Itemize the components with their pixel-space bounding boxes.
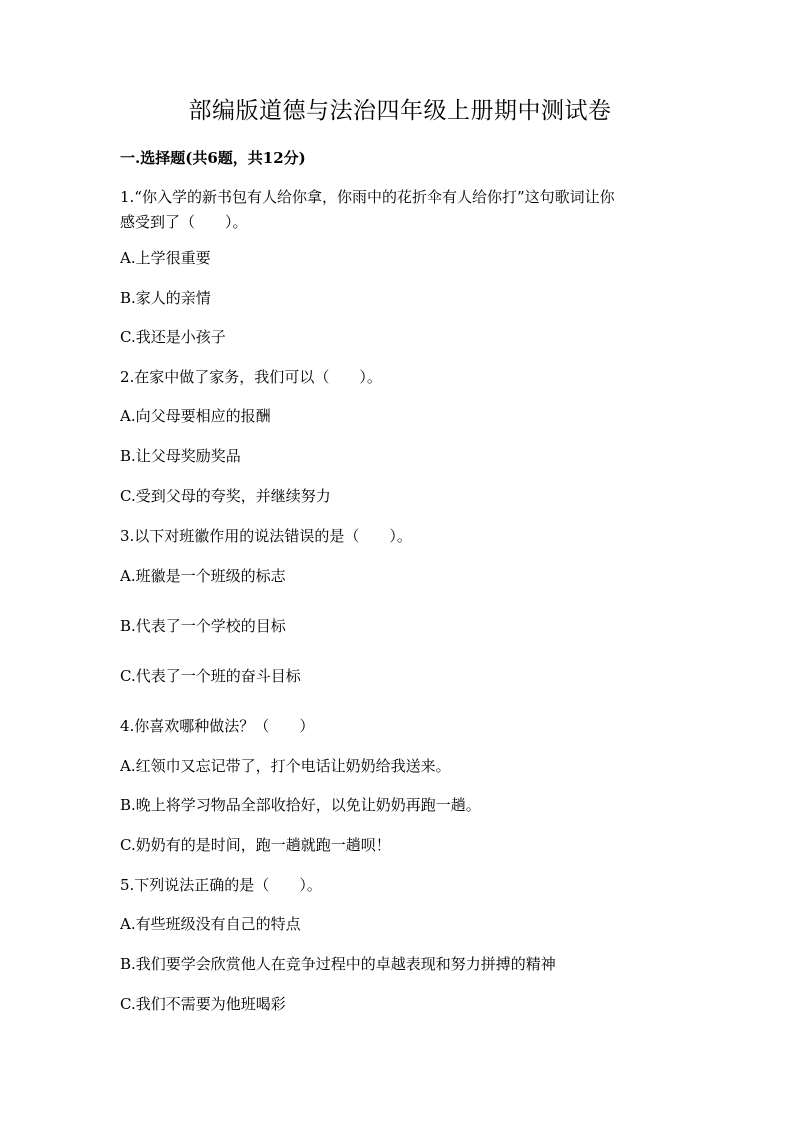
question-2-stem: 2.在家中做了家务，我们可以（ ）。 — [120, 368, 382, 386]
question-1-stem-line-2: 感受到了（ ）。 — [120, 213, 248, 231]
question-1-stem-line-1: 1.“你入学的新书包有人给你拿，你雨中的花折伞有人给你打”这句歌词让你 — [120, 188, 615, 206]
question-1-option-a: A.上学很重要 — [120, 249, 211, 267]
question-3-option-a: A.班徽是一个班级的标志 — [120, 567, 286, 585]
question-3-stem: 3.以下对班徽作用的说法错误的是（ ）。 — [120, 527, 412, 545]
question-2-option-a: A.向父母要相应的报酬 — [120, 407, 271, 425]
question-2-option-c: C.受到父母的夸奖，并继续努力 — [120, 487, 331, 505]
question-4-option-b: B.晚上将学习物品全部收拾好，以免让奶奶再跑一趟。 — [120, 796, 481, 814]
question-4-stem: 4.你喜欢哪种做法？（ ） — [120, 717, 315, 735]
section-heading: 一.选择题(共6题，共12分) — [120, 149, 306, 167]
question-5-stem: 5.下列说法正确的是（ ）。 — [120, 876, 322, 894]
question-4-option-a: A.红领巾又忘记带了，打个电话让奶奶给我送来。 — [120, 757, 451, 775]
question-5-option-c: C.我们不需要为他班喝彩 — [120, 995, 286, 1013]
question-3-option-c: C.代表了一个班的奋斗目标 — [120, 667, 301, 685]
question-1-option-b: B.家人的亲情 — [120, 289, 211, 307]
question-5-option-b: B.我们要学会欣赏他人在竞争过程中的卓越表现和努力拼搏的精神 — [120, 955, 556, 973]
question-3-option-b: B.代表了一个学校的目标 — [120, 617, 286, 635]
question-1-option-c: C.我还是小孩子 — [120, 328, 226, 346]
page-title: 部编版道德与法治四年级上册期中测试卷 — [188, 98, 612, 124]
question-5-option-a: A.有些班级没有自己的特点 — [120, 915, 301, 933]
question-2-option-b: B.让父母奖励奖品 — [120, 447, 241, 465]
question-4-option-c: C.奶奶有的是时间，跑一趟就跑一趟呗！ — [120, 836, 391, 854]
